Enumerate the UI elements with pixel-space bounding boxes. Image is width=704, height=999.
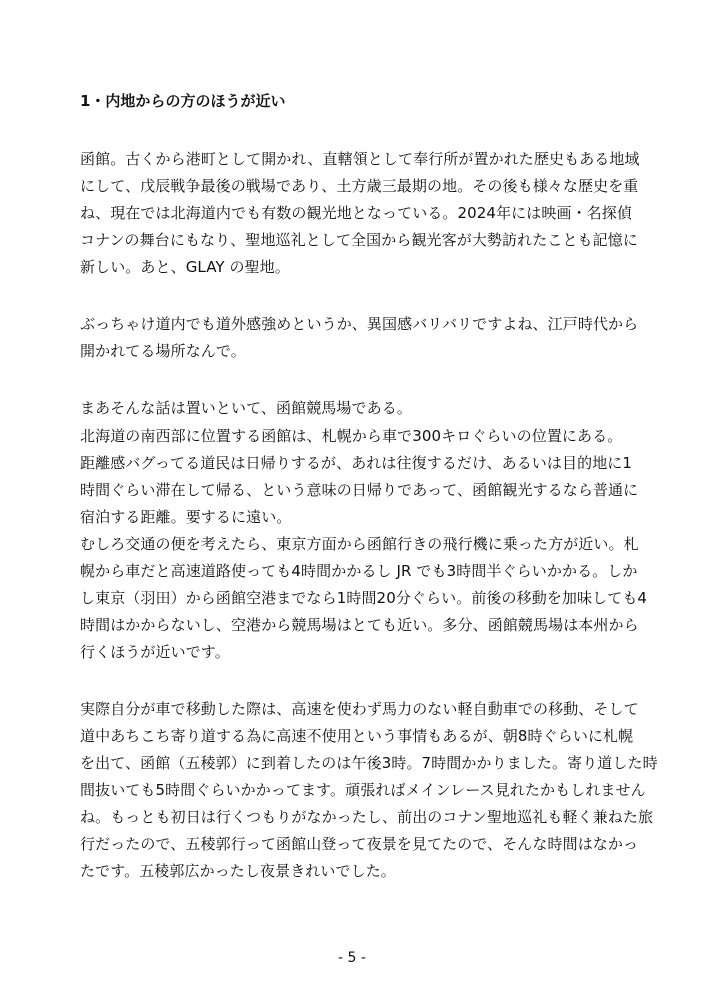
paragraph-3-line-7: 幌から車だと高速道路使っても4時間かかるし JR でも3時間半ぐらいかかる。しか: [80, 562, 638, 580]
paragraph-3-line-8: し東京（羽田）から函館空港までなら1時間20分ぐらい。前後の移動を加味しても4: [80, 589, 648, 607]
paragraph-3-line-6: むしろ交通の便を考えたら、東京方面から函館行きの飛行機に乗った方が近い。札: [80, 535, 639, 553]
paragraph-1-line-1: 函館。古くから港町として開かれ、直轄領として奉行所が置かれた歴史もある地域: [80, 150, 640, 168]
paragraph-3-line-3: 距離感バグってる道民は日帰りするが、あれは往復するだけ、あるいは目的地に1: [80, 454, 633, 472]
paragraph-3-line-4: 時間ぐらい滞在して帰る、という意味の日帰りであって、函館観光するなら普通に: [80, 481, 639, 499]
paragraph-4-line-4: 間抜いても5時間ぐらいかかってます。頑張ればメインレース見れたかもしれません: [80, 781, 646, 799]
paragraph-1-line-4: コナンの舞台にもなり、聖地巡礼として全国から観光客が大勢訪れたことも記憶に: [80, 231, 638, 249]
paragraph-4-line-6: 行だったので、五稜郭行って函館山登って夜景を見てたので、そんな時間はなかっ: [80, 835, 639, 853]
paragraph-1-line-5: 新しい。あと、GLAY の聖地。: [80, 258, 290, 276]
paragraph-1-line-3: ね、現在では北海道内でも有数の観光地となっている。2024年には映画・名探偵: [80, 204, 632, 222]
paragraph-4-line-1: 実際自分が車で移動した際は、高速を使わず馬力のない軽自動車での移動、そして: [80, 700, 639, 718]
paragraph-4-line-5: ね。もっとも初日は行くつもりがなかったし、前出のコナン聖地巡礼も軽く兼ねた旅: [80, 808, 654, 826]
paragraph-3-line-10: 行くほうが近いです。: [80, 643, 230, 661]
section-heading: 1・内地からの方のほうが近い: [80, 92, 286, 110]
paragraph-2-line-1: ぶっちゃけ道内でも道外感強めというか、異国感バリバリですよね、江戸時代から: [80, 315, 639, 333]
paragraph-1-line-2: にして、戊辰戦争最後の戦場であり、土方歳三最期の地。その後も様々な歴史を重: [80, 177, 639, 195]
paragraph-4-line-7: たです。五稜郭広かったし夜景きれいでした。: [80, 862, 396, 880]
paragraph-4-line-3: を出て、函館（五稜郭）に到着したのは午後3時。7時間かかりました。寄り道した時: [80, 754, 658, 772]
page-number: - 5 -: [338, 950, 366, 966]
paragraph-2-line-2: 開かれてる場所なんで。: [80, 342, 246, 360]
paragraph-3-line-2: 北海道の南西部に位置する函館は、札幌から車で300キロぐらいの位置にある。: [80, 427, 623, 445]
paragraph-3-line-1: まあそんな話は置いといて、函館競馬場である。: [80, 399, 412, 417]
paragraph-4-line-2: 道中あちこち寄り道する為に高速不使用という事情もあるが、朝8時ぐらいに札幌: [80, 727, 634, 745]
paragraph-3-line-5: 宿泊する距離。要するに遠い。: [80, 508, 292, 526]
paragraph-3-line-9: 時間はかからないし、空港から競馬場はとても近い。多分、函館競馬場は本州から: [80, 616, 639, 634]
